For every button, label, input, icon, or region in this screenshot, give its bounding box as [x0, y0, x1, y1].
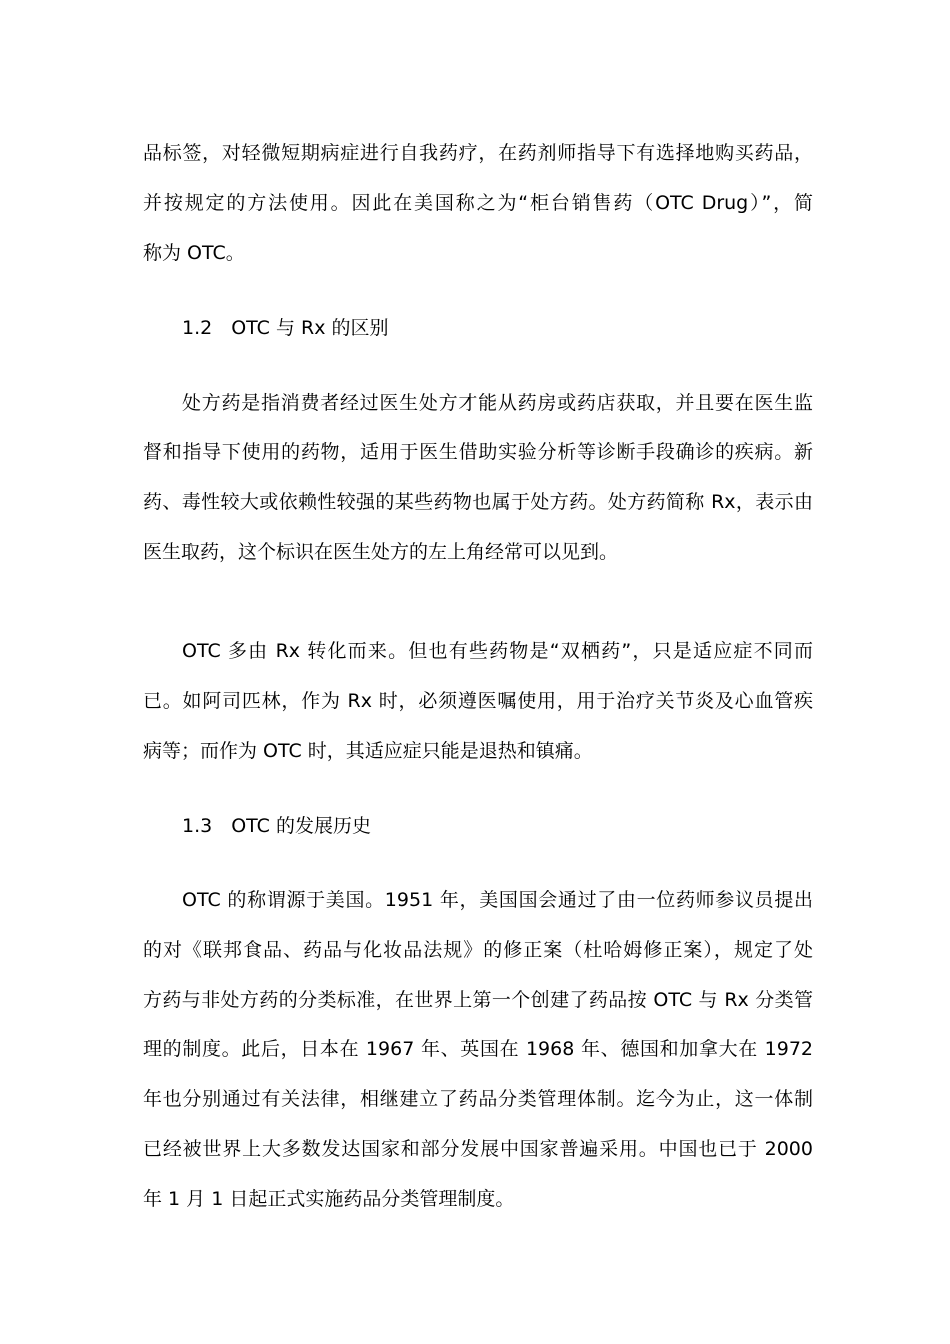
- paragraph-line: 品标签，对轻微短期病症进行自我药疗，在药剂师指导下有选择地购买药品，: [143, 142, 813, 164]
- paragraph-line: 督和指导下使用的药物，适用于医生借助实验分析等诊断手段确诊的疾病。新: [143, 441, 813, 463]
- paragraph-line: OTC 的称谓源于美国。1951 年，美国国会通过了由一位药师参议员提出: [182, 889, 813, 911]
- paragraph-line: 病等；而作为 OTC 时，其适应症只能是退热和镇痛。: [143, 740, 593, 762]
- paragraph-line: 并按规定的方法使用。因此在美国称之为“柜台销售药（OTC Drug）”，简: [143, 192, 813, 214]
- paragraph-line: 理的制度。此后，日本在 1967 年、英国在 1968 年、德国和加拿大在 1972: [143, 1038, 813, 1060]
- paragraph-line: 年也分别通过有关法律，相继建立了药品分类管理体制。迄今为止，这一体制: [143, 1088, 813, 1110]
- paragraph-line: 药、毒性较大或依赖性较强的某些药物也属于处方药。处方药简称 Rx，表示由: [143, 491, 813, 513]
- section-heading: 1.2 OTC 与 Rx 的区别: [182, 317, 389, 339]
- section-heading: 1.3 OTC 的发展历史: [182, 815, 371, 837]
- paragraph-line: 的对《联邦食品、药品与化妆品法规》的修正案（杜哈姆修正案），规定了处: [143, 939, 813, 961]
- paragraph-line: 年 1 月 1 日起正式实施药品分类管理制度。: [143, 1188, 515, 1210]
- paragraph-line: OTC 多由 Rx 转化而来。但也有些药物是“双栖药”，只是适应症不同而: [182, 640, 813, 662]
- paragraph-line: 已经被世界上大多数发达国家和部分发展中国家普遍采用。中国也已于 2000: [143, 1138, 813, 1160]
- paragraph-line: 称为 OTC。: [143, 242, 245, 264]
- paragraph-line: 处方药是指消费者经过医生处方才能从药房或药店获取，并且要在医生监: [182, 392, 813, 414]
- paragraph-line: 已。如阿司匹林，作为 Rx 时，必须遵医嘱使用，用于治疗关节炎及心血管疾: [143, 690, 813, 712]
- paragraph-line: 医生取药，这个标识在医生处方的左上角经常可以见到。: [143, 541, 619, 563]
- paragraph-line: 方药与非处方药的分类标准，在世界上第一个创建了药品按 OTC 与 Rx 分类管: [143, 989, 813, 1011]
